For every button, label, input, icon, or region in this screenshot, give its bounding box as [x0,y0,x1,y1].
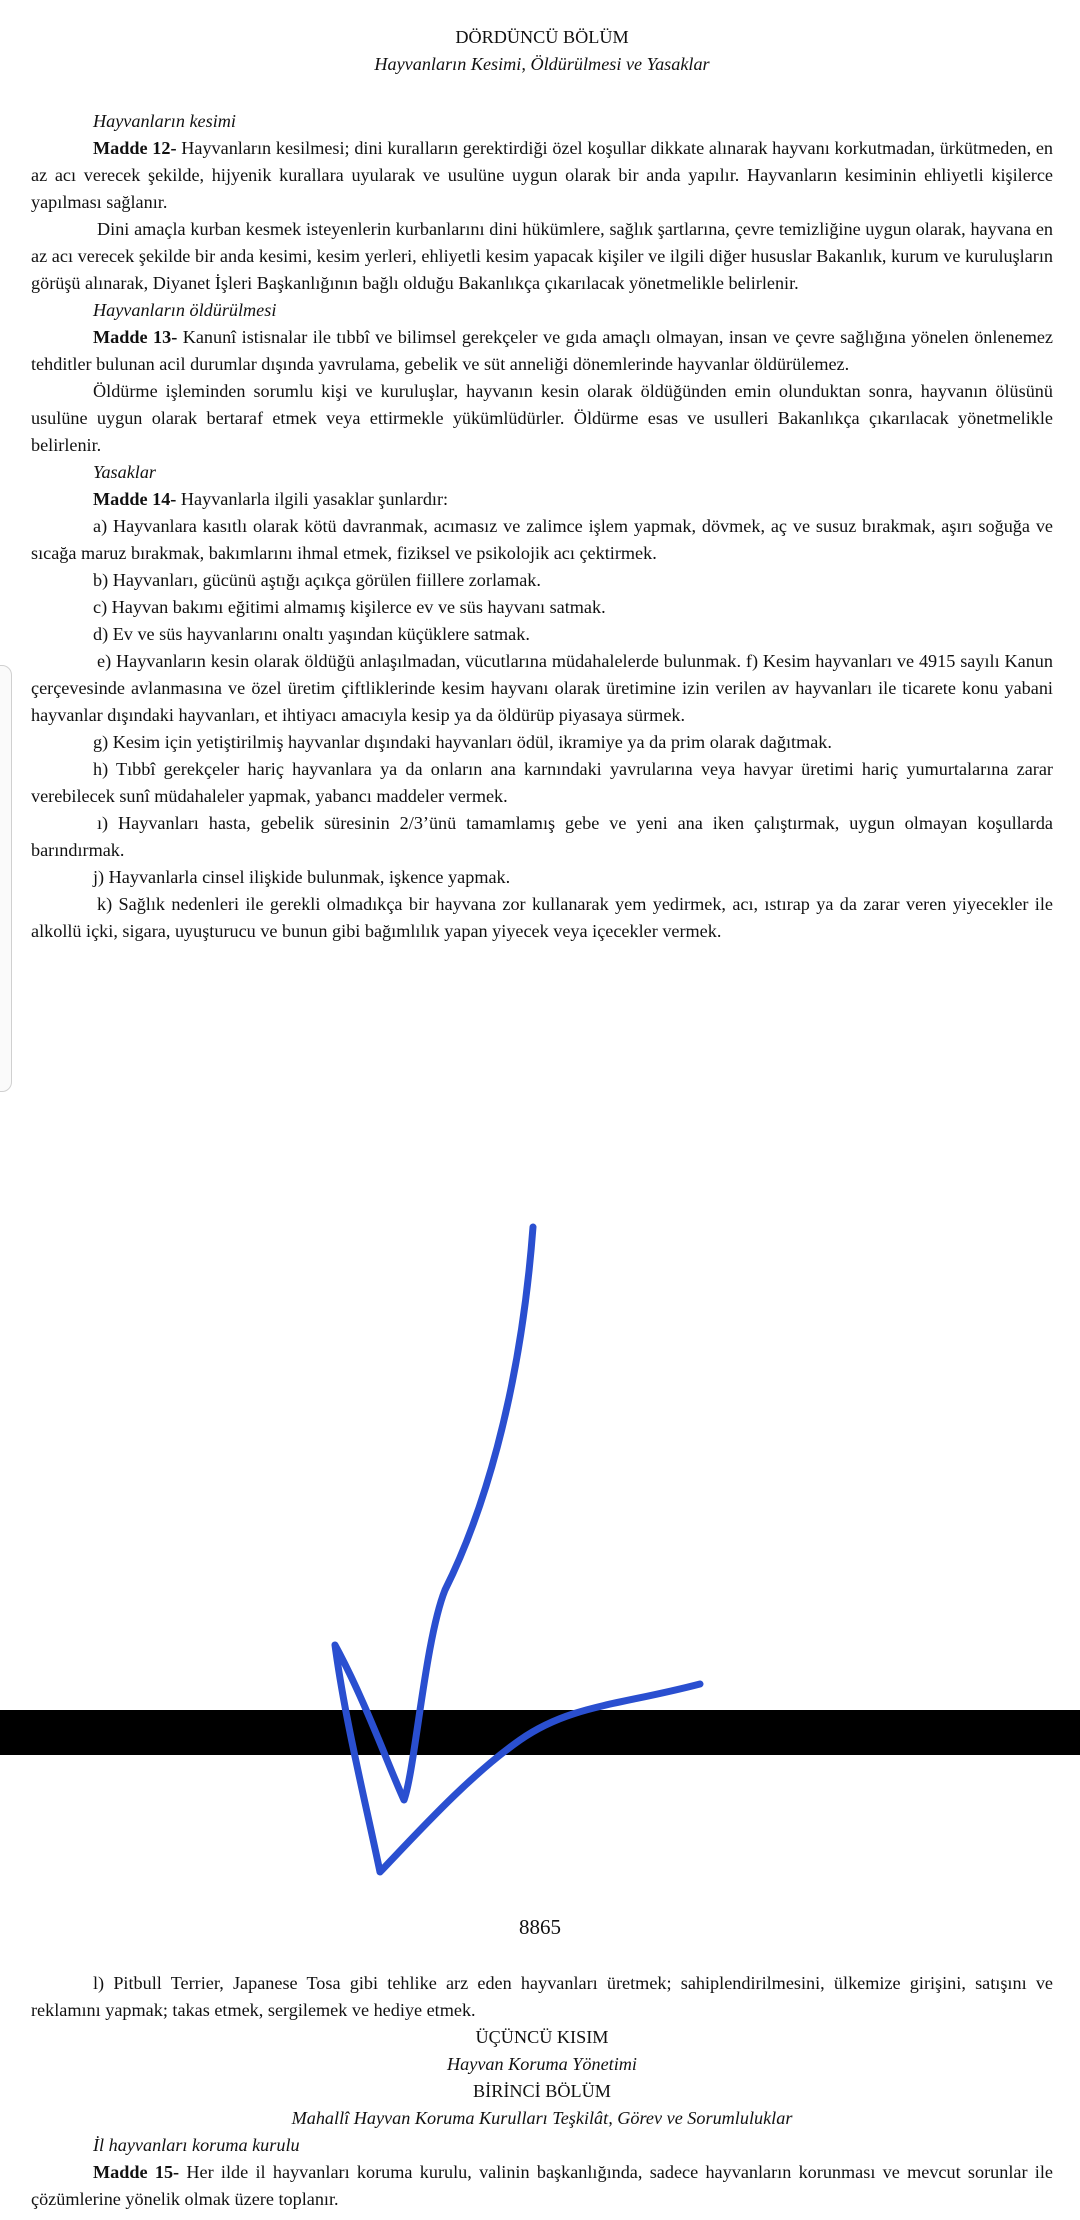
part-title: ÜÇÜNCÜ KISIM [475,2027,609,2047]
ban-item: c) Hayvan bakımı eğitimi almamış kişilerce ev ve süs hayvanı satmak. [93,597,606,617]
article-text: Hayvanlarla ilgili yasaklar şunlardır: [176,489,449,509]
chapter-subtitle: Mahallî Hayvan Koruma Kurulları Teşkilât, Görev ve Sorumluluklar [291,2108,793,2128]
section-heading: İl hayvanları koruma kurulu [93,2135,300,2155]
article-label: Madde 13- [93,327,178,347]
ban-item: ı) Hayvanları hasta, gebelik süresinin 2/3’ünü tamamlamış gebe ve yeni ana iken çalıştırmak, uygun olmayan koşullarda barındırmak. [31,813,1053,860]
article-text: Hayvanların kesilmesi; dini kuralların gerektirdiği özel koşullar dikkate alınarak hayvanı korkutmadan, ürkütmeden, en az acı verecek şekilde, hijyenik kurallara uyularak ve usulüne uygun olarak bir anda yapılır. Hayvanların kesiminin ehliyetli kişilerce yapılması sağlanır. [31,138,1053,212]
ban-item: g) Kesim için yetiştirilmiş hayvanlar dışındaki hayvanları ödül, ikramiye ya da prim olarak dağıtmak. [93,732,832,752]
ban-item: d) Ev ve süs hayvanlarını onaltı yaşından küçüklere satmak. [93,624,530,644]
article-12-para-2: Dini amaçla kurban kesmek isteyenlerin kurbanlarını dini hükümlere, sağlık şartlarına, çevre temizliğine uygun olarak, hayvana en az acı verecek şekilde bir anda kesimi, kesim yerleri, ehliyetli kesim yapacak kişiler ve ilgili diğer hususlar Bakanlık, kurum ve kuruluşların görüşü alınarak, Diyanet İşleri Başkanlığının bağlı olduğu Bakanlıkça çıkarılacak yönetmelikle belirlenir. [31,219,1053,293]
section-heading: Hayvanların öldürülmesi [93,300,277,320]
article-label: Madde 15- [93,2162,180,2182]
section-heading: Yasaklar [93,462,157,482]
article-label: Madde 12- [93,138,177,158]
article-text: Her ilde il hayvanları koruma kurulu, valinin başkanlığında, sadece hayvanların korunması ve mevcut sorunlar ile çözümlerine yönelik olmak üzere toplanır. [31,2162,1053,2209]
article-13-para-2: Öldürme işleminden sorumlu kişi ve kuruluşlar, hayvanın kesin olarak öldüğünden emin olunduktan sonra, hayvanın ölüsünü usulüne uygun olarak bertaraf etmek veya ettirmekle yükümlüdürler. Öldürme esas ve usulleri Bakanlıkça çıkarılacak yönetmelikle belirlenir. [31,381,1053,455]
section-heading: Hayvanların kesimi [93,111,236,131]
ban-item: e) Hayvanların kesin olarak öldüğü anlaşılmadan, vücutlarına müdahalelerde bulunmak. f) Kesim hayvanları ve 4915 sayılı Kanun çerçevesinde avlanmasına ve özel üretim çiftliklerinde kesim hayvanı olarak üretimine izin verilen av hayvanları ile ticarete konu yabani hayvanlar dışındaki hayvanları, et ihtiyacı amacıyla kesip ya da öldürüp piyasaya sürmek. [31,651,1053,725]
chapter-subtitle: Hayvanların Kesimi, Öldürülmesi ve Yasaklar [374,54,710,74]
chapter-title: BİRİNCİ BÖLÜM [473,2081,611,2101]
ban-item: k) Sağlık nedenleri ile gerekli olmadıkça bir hayvana zor kullanarak yem yedirmek, acı, ıstırap ya da zarar veren yiyecekler ile alkollü içki, sigara, uyuşturucu ve bunun gibi bağımlılık yapan yiyecek veya içecekler vermek. [31,894,1053,941]
part-subtitle: Hayvan Koruma Yönetimi [447,2054,637,2074]
article-label: Madde 14- [93,489,177,509]
ban-item: j) Hayvanlarla cinsel ilişkide bulunmak, işkence yapmak. [93,867,511,887]
page-number: 8865 [519,1915,561,1939]
ban-item: b) Hayvanları, gücünü aştığı açıkça görülen fiillere zorlamak. [93,570,541,590]
chapter-title: DÖRDÜNCÜ BÖLÜM [455,27,629,47]
ban-item: a) Hayvanlara kasıtlı olarak kötü davranmak, acımasız ve zalimce işlem yapmak, dövmek, aç ve susuz bırakmak, aşırı soğuğa ve sıcağa maruz bırakmak, bakımlarını ihmal etmek, fiziksel ve psikolojik acı çektirmek. [31,516,1053,563]
ban-item: h) Tıbbî gerekçeler hariç hayvanlara ya da onların ana karnındaki yavrularına veya havyar üretimi hariç yumurtalarına zarar verebilecek sunî müdahaleler yapmak, yabancı maddeler vermek. [31,759,1053,806]
article-15 [31,2159,1053,2213]
article-text: Kanunî istisnalar ile tıbbî ve bilimsel gerekçeler ve gıda amaçlı olmayan, insan ve çevre sağlığına yönelen önlenemez tehditler bulunan acil durumlar dışında yavrulama, gebelik ve süt anneliği dönemlerinde hayvanlar öldürülemez. [31,327,1053,374]
body-lower [31,1970,1053,2213]
ban-item: l) Pitbull Terrier, Japanese Tosa gibi tehlike arz eden hayvanları üretmek; sahiplendirilmesini, ülkemize girişini, satışını ve reklamını yapmak; takas etmek, sergilemek ve hediye etmek. [31,1973,1053,2020]
